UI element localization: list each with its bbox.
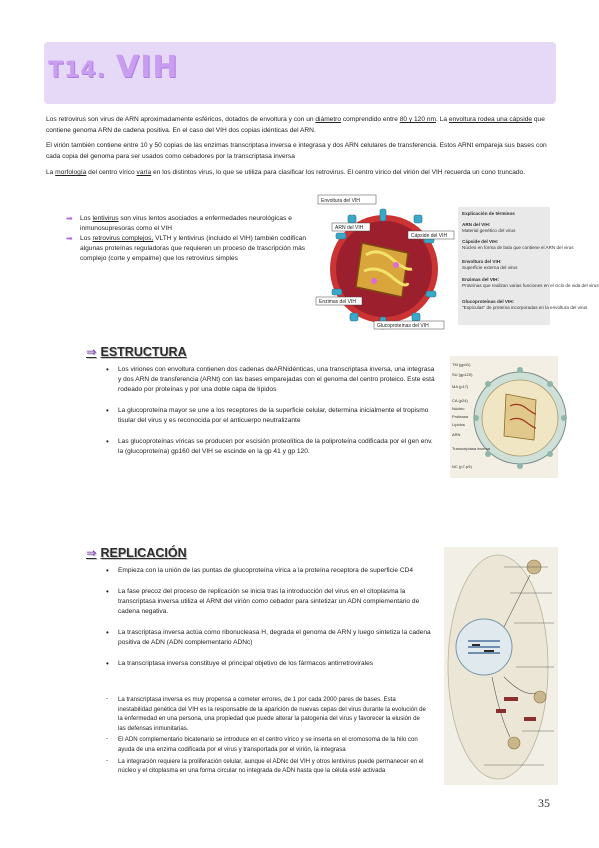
list-item: - El ADN complementario bicatenario se introduce en el centro vírico y se inserta en el cromosoma de la hilo con ayuda de una enzima codificada por el virus y transportada por el virión, la integrasa [104, 735, 426, 754]
svg-text:TM (gp41): TM (gp41) [452, 362, 471, 367]
hiv-replication-figure [444, 547, 558, 785]
svg-text:Enzimas del VIH:: Enzimas del VIH: [462, 277, 500, 282]
svg-text:MA (p17): MA (p17) [452, 384, 469, 389]
list-item: • La transcriptasa inversa constituye el principal objetivo de los fármacos antirretrovirales [104, 659, 436, 669]
section-heading-estructura: ⇒ ESTRUCTURA [86, 345, 187, 359]
svg-text:Superficie externa del virus: Superficie externa del virus [462, 265, 518, 270]
title-number: T14. [48, 58, 106, 83]
label-capside: Cápside del VIH [411, 233, 448, 239]
svg-text:Proteínas que realizan varias: Proteínas que realizan varias funciones en el ciclo de vida del virus [462, 283, 599, 288]
title-text: VIH [115, 50, 179, 85]
bullet-row: ➡ Los retrovirus complejos, VLTH y lentivirus (incluido el VIH) también codifican algunas proteínas reguladoras que requieren un proceso de trascripción más complejo (corte y empalme) que los retrovirus simples [66, 234, 306, 262]
replicacion-notes [104, 695, 426, 778]
replicacion-list [104, 566, 436, 680]
list-item: • Los viriones con envoltura contienen dos cadenas deARNidénticas, una transcriptasa inversa, una integrasa y dos ARN de transferencia (ARNt) con las bases emparejadas con el genoma del centro proteico. Este está rodeado por proteínas y por una doble capa de lípidos [104, 365, 436, 395]
list-item: • La fase precoz del proceso de replicación se inicia tras la introducción del virus en el citoplasma la transcriptasa inversa utiliza el ARNt del virión como cebador para sintetizar un ADN complementario de cadena negativa. [104, 587, 436, 617]
svg-text:Lípidos: Lípidos [452, 422, 465, 427]
page-title [48, 50, 178, 85]
label-enzimas: Enzimas del VIH [319, 299, 356, 305]
list-item: • La trascriptasa inversa actúa como ribonucleasa H, degrada el genoma de ARN y luego sintetiza la cadena positiva de ADN (ADN complementario ADNc) [104, 628, 436, 648]
label-envoltura: Envoltura del VIH [321, 198, 360, 204]
list-item: • La glucoproteína mayor se une a los receptores de la superficie celular, determina inicialmente el tropismo tisular del virus y es reconocida por el anticuerpo neutralizante [104, 406, 436, 426]
list-item: - La integración requiere la proliferación celular, aunque el ADNc del VIH y otros lentivirus puede permanecer en el núcleo y el citoplasma en una forma circular no integrada de ADN hasta que la célula esté activada [104, 757, 426, 776]
svg-text:ARN del VIH:: ARN del VIH: [462, 222, 491, 227]
arrow-right-icon: ⇒ [86, 546, 97, 560]
svg-text:"Espículas" de proteína incorp: "Espículas" de proteína incorporadas en la envoltura del virus [462, 305, 588, 310]
bullet-row: ➡ Los lentivirus son virus lentos asociados a enfermedades neurológicas e inmunosupresoras como el VIH [66, 214, 292, 232]
intro-paragraph-1: Los retrovirus son virus de ARN aproximadamente esféricos, dotados de envoltura y con un diámetro comprendido entre 80 y 120 nm. La envoltura rodea una cápside que contiene genoma ARN de cadena positiva. En el caso del VIH dos copias idénticas del ARN. [46, 116, 545, 134]
title-band [44, 42, 556, 104]
svg-text:Glucoproteínas del VIH:: Glucoproteínas del VIH: [462, 299, 515, 304]
svg-text:SU (gp120): SU (gp120) [452, 372, 473, 377]
list-item: - La transcriptasa inversa es muy propensa a cometer errores, de 1 por cada 2000 pares de bases. Esta inestabilidad genética del VIH es la responsable de la aparición de nuevas cepas del virus durante la evolución de la enfermedad en una persona, una propiedad que puede alterar la patogenia del virus y favorecer la elusión de las defensas inmunitarias. [104, 695, 426, 733]
label-arn: ARN del VIH [335, 225, 364, 231]
svg-text:Transcriptasa inversa: Transcriptasa inversa [452, 446, 491, 451]
lentivirus-bullets [66, 214, 306, 264]
svg-text:Núcleo en forma de bala que co: Núcleo en forma de bala que contiene el ARN del virus [462, 245, 574, 250]
hiv-structure-figure [450, 356, 558, 478]
page-number: 35 [538, 796, 550, 810]
svg-text:ARN: ARN [452, 432, 461, 437]
label-gluco: Glucoproteínas del VIH [377, 323, 429, 329]
term-envoltura: envoltura rodea una cápside [448, 116, 533, 123]
term-varia: varía [136, 169, 152, 176]
term-range: 80 y 120 nm [399, 116, 436, 123]
list-item: • Las glucoproteínas víricas se producen por escisión proteolítica de la poliproteína codificada por el gen env. la (glucoproteína) gp160 del VIH se escinde en la gp 41 y gp 120. [104, 437, 436, 457]
term-diametro: diámetro [315, 116, 342, 123]
intro-paragraph-3: La morfología del centro vírico varía en los distintos virus, lo que se utiliza para clasificar los retrovirus. El centro vírico del virión del VIH recuerda un cono truncado. [46, 169, 526, 176]
section-heading-replicacion: ⇒ REPLICACIÓN [86, 546, 187, 560]
term-morfologia: morfología [55, 169, 87, 176]
svg-text:Envoltura del VIH:: Envoltura del VIH: [462, 259, 502, 264]
arrow-icon: ➡ [66, 234, 73, 243]
svg-text:Núcleo: Núcleo [452, 406, 465, 411]
arrow-right-icon: ⇒ [86, 345, 97, 359]
svg-text:CA (p24): CA (p24) [452, 398, 468, 403]
legend-title: Explicación de términos [462, 211, 515, 216]
svg-text:Material genético del virus: Material genético del virus [462, 228, 516, 233]
estructura-list [104, 365, 436, 468]
svg-text:Cápside del VIH:: Cápside del VIH: [462, 239, 499, 244]
hiv-virion-figure [312, 193, 599, 333]
svg-text:NC (p7-p9): NC (p7-p9) [452, 464, 472, 469]
arrow-icon: ➡ [66, 214, 73, 223]
svg-text:Proteasa: Proteasa [452, 414, 469, 419]
intro-paragraph-2: El virión también contiene entre 10 y 50 copias de las enzimas transcriptasa inversa e integrasa y dos ARN celulares de transferencia. Estos ARNt empareja sus bases con cada copia del genoma para ser usados como cebadores por la transcriptasa inversa [46, 142, 547, 160]
list-item: • Empieza con la unión de las puntas de glucoproteína vírica a la proteína receptora de superficie CD4 [104, 566, 436, 576]
